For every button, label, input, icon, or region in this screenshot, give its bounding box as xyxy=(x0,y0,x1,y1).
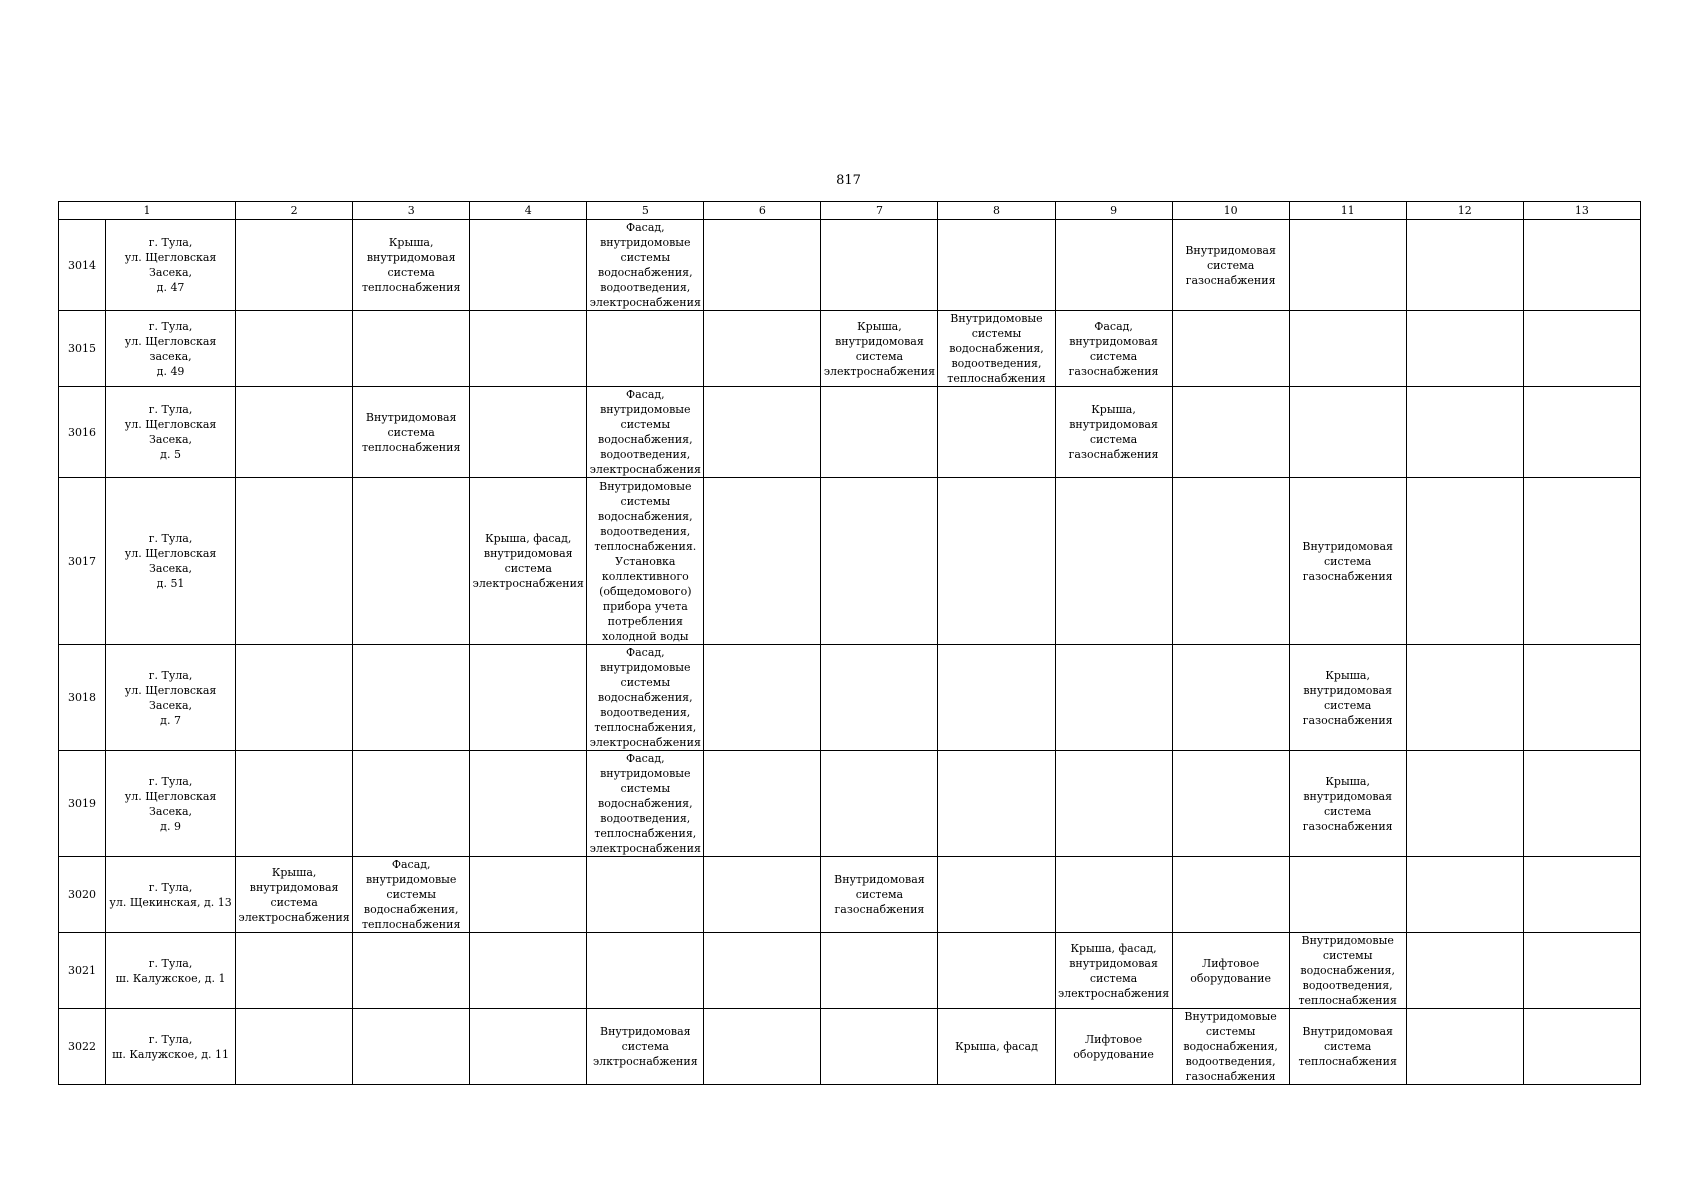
row-number: 3020 xyxy=(59,857,106,933)
work-cell-col-8 xyxy=(938,478,1055,645)
work-cell-col-3: Крыша, внутридомовая система теплоснабжения xyxy=(353,220,470,311)
column-header: 4 xyxy=(470,202,587,220)
work-cell-col-4 xyxy=(470,933,587,1009)
work-cell-col-9 xyxy=(1055,220,1172,311)
work-cell-col-3 xyxy=(353,311,470,387)
work-cell-col-10 xyxy=(1172,751,1289,857)
table-row xyxy=(59,387,1641,478)
table-row xyxy=(59,478,1641,645)
table-row xyxy=(59,1009,1641,1085)
column-header: 7 xyxy=(821,202,938,220)
column-header: 10 xyxy=(1172,202,1289,220)
work-cell-col-13 xyxy=(1523,387,1640,478)
work-cell-col-12 xyxy=(1406,645,1523,751)
work-cell-col-5 xyxy=(587,311,704,387)
work-cell-col-5: Внутридомовая система элктроснабжения xyxy=(587,1009,704,1085)
table-row xyxy=(59,645,1641,751)
page-number: 817 xyxy=(836,173,861,188)
capital-repair-table xyxy=(58,201,1641,1085)
header-row xyxy=(59,202,1641,220)
work-cell-col-13 xyxy=(1523,645,1640,751)
work-cell-col-2 xyxy=(236,1009,353,1085)
column-header: 6 xyxy=(704,202,821,220)
work-cell-col-13 xyxy=(1523,311,1640,387)
table-row xyxy=(59,933,1641,1009)
row-number: 3018 xyxy=(59,645,106,751)
work-cell-col-5: Фасад, внутридомовые системы водоснабжения, водоотведения, электроснабжения xyxy=(587,220,704,311)
work-cell-col-8 xyxy=(938,220,1055,311)
table-row xyxy=(59,857,1641,933)
row-number: 3016 xyxy=(59,387,106,478)
column-header: 3 xyxy=(353,202,470,220)
work-cell-col-11: Внутридомовые системы водоснабжения, водоотведения, теплоснабжения xyxy=(1289,933,1406,1009)
work-cell-col-8 xyxy=(938,387,1055,478)
row-number: 3014 xyxy=(59,220,106,311)
work-cell-col-7 xyxy=(821,751,938,857)
work-cell-col-3 xyxy=(353,645,470,751)
work-cell-col-6 xyxy=(704,751,821,857)
work-cell-col-8 xyxy=(938,751,1055,857)
column-header: 12 xyxy=(1406,202,1523,220)
work-cell-col-13 xyxy=(1523,478,1640,645)
address-cell: г. Тула, ул. Щекинская, д. 13 xyxy=(106,857,236,933)
column-header: 5 xyxy=(587,202,704,220)
row-number: 3019 xyxy=(59,751,106,857)
work-cell-col-9 xyxy=(1055,857,1172,933)
work-cell-col-12 xyxy=(1406,1009,1523,1085)
work-cell-col-2 xyxy=(236,645,353,751)
work-cell-col-9: Крыша, внутридомовая система газоснабжения xyxy=(1055,387,1172,478)
work-cell-col-7 xyxy=(821,387,938,478)
column-header: 1 xyxy=(59,202,236,220)
work-cell-col-7: Крыша, внутридомовая система электроснабжения xyxy=(821,311,938,387)
work-cell-col-10 xyxy=(1172,645,1289,751)
work-cell-col-6 xyxy=(704,857,821,933)
work-cell-col-13 xyxy=(1523,1009,1640,1085)
work-cell-col-10 xyxy=(1172,311,1289,387)
work-cell-col-6 xyxy=(704,478,821,645)
work-cell-col-7 xyxy=(821,645,938,751)
column-header: 11 xyxy=(1289,202,1406,220)
work-cell-col-2 xyxy=(236,311,353,387)
work-cell-col-4 xyxy=(470,751,587,857)
address-cell: г. Тула, ул. Щегловская Засека, д. 9 xyxy=(106,751,236,857)
column-header: 2 xyxy=(236,202,353,220)
address-cell: г. Тула, ул. Щегловская Засека, д. 47 xyxy=(106,220,236,311)
work-cell-col-7 xyxy=(821,1009,938,1085)
work-cell-col-4 xyxy=(470,1009,587,1085)
work-cell-col-8 xyxy=(938,933,1055,1009)
work-cell-col-12 xyxy=(1406,478,1523,645)
work-cell-col-3 xyxy=(353,933,470,1009)
work-cell-col-5: Фасад, внутридомовые системы водоснабжения, водоотведения, теплоснабжения, электроснабжения xyxy=(587,645,704,751)
work-cell-col-12 xyxy=(1406,220,1523,311)
work-cell-col-2 xyxy=(236,220,353,311)
work-cell-col-4 xyxy=(470,387,587,478)
work-cell-col-3 xyxy=(353,751,470,857)
work-cell-col-9 xyxy=(1055,645,1172,751)
work-cell-col-13 xyxy=(1523,751,1640,857)
address-cell: г. Тула, ул. Щегловская засека, д. 49 xyxy=(106,311,236,387)
work-cell-col-2: Крыша, внутридомовая система электроснабжения xyxy=(236,857,353,933)
work-cell-col-11: Внутридомовая система теплоснабжения xyxy=(1289,1009,1406,1085)
work-cell-col-2 xyxy=(236,751,353,857)
work-cell-col-11 xyxy=(1289,387,1406,478)
row-number: 3017 xyxy=(59,478,106,645)
work-cell-col-4 xyxy=(470,857,587,933)
table-row xyxy=(59,751,1641,857)
work-cell-col-7 xyxy=(821,478,938,645)
work-cell-col-9: Крыша, фасад, внутридомовая система электроснабжения xyxy=(1055,933,1172,1009)
work-cell-col-4 xyxy=(470,311,587,387)
work-cell-col-11: Внутридомовая система газоснабжения xyxy=(1289,478,1406,645)
column-header: 9 xyxy=(1055,202,1172,220)
table-row xyxy=(59,311,1641,387)
work-cell-col-11: Крыша, внутридомовая система газоснабжения xyxy=(1289,645,1406,751)
work-cell-col-4 xyxy=(470,645,587,751)
work-cell-col-10: Внутридомовые системы водоснабжения, водоотведения, газоснабжения xyxy=(1172,1009,1289,1085)
address-cell: г. Тула, ш. Калужское, д. 1 xyxy=(106,933,236,1009)
work-cell-col-10 xyxy=(1172,857,1289,933)
work-cell-col-8: Крыша, фасад xyxy=(938,1009,1055,1085)
work-cell-col-11 xyxy=(1289,857,1406,933)
address-cell: г. Тула, ш. Калужское, д. 11 xyxy=(106,1009,236,1085)
work-cell-col-13 xyxy=(1523,220,1640,311)
work-cell-col-6 xyxy=(704,1009,821,1085)
work-cell-col-7 xyxy=(821,933,938,1009)
work-cell-col-3 xyxy=(353,1009,470,1085)
work-cell-col-3 xyxy=(353,478,470,645)
row-number: 3021 xyxy=(59,933,106,1009)
work-cell-col-9 xyxy=(1055,478,1172,645)
work-cell-col-5 xyxy=(587,857,704,933)
work-cell-col-5: Внутридомовые системы водоснабжения, водоотведения, теплоснабжения. Установка коллективного (общедомового) прибора учета потребления холодной воды xyxy=(587,478,704,645)
column-header: 8 xyxy=(938,202,1055,220)
work-cell-col-13 xyxy=(1523,857,1640,933)
address-cell: г. Тула, ул. Щегловская Засека, д. 51 xyxy=(106,478,236,645)
work-cell-col-7: Внутридомовая система газоснабжения xyxy=(821,857,938,933)
work-cell-col-10 xyxy=(1172,478,1289,645)
work-cell-col-3: Фасад, внутридомовые системы водоснабжения, теплоснабжения xyxy=(353,857,470,933)
work-cell-col-11 xyxy=(1289,220,1406,311)
work-cell-col-8: Внутридомовые системы водоснабжения, водоотведения, теплоснабжения xyxy=(938,311,1055,387)
work-cell-col-9 xyxy=(1055,751,1172,857)
table-row xyxy=(59,220,1641,311)
row-number: 3022 xyxy=(59,1009,106,1085)
work-cell-col-5: Фасад, внутридомовые системы водоснабжения, водоотведения, теплоснабжения, электроснабжения xyxy=(587,751,704,857)
work-cell-col-6 xyxy=(704,387,821,478)
work-cell-col-3: Внутридомовая система теплоснабжения xyxy=(353,387,470,478)
work-cell-col-10 xyxy=(1172,387,1289,478)
work-cell-col-2 xyxy=(236,478,353,645)
work-cell-col-10: Лифтовое оборудование xyxy=(1172,933,1289,1009)
work-cell-col-13 xyxy=(1523,933,1640,1009)
work-cell-col-12 xyxy=(1406,751,1523,857)
work-cell-col-5: Фасад, внутридомовые системы водоснабжения, водоотведения, электроснабжения xyxy=(587,387,704,478)
work-cell-col-6 xyxy=(704,645,821,751)
work-cell-col-9: Фасад, внутридомовая система газоснабжения xyxy=(1055,311,1172,387)
work-cell-col-10: Внутридомовая система газоснабжения xyxy=(1172,220,1289,311)
work-cell-col-11 xyxy=(1289,311,1406,387)
work-cell-col-4: Крыша, фасад, внутридомовая система электроснабжения xyxy=(470,478,587,645)
work-cell-col-11: Крыша, внутридомовая система газоснабжения xyxy=(1289,751,1406,857)
work-cell-col-8 xyxy=(938,645,1055,751)
work-cell-col-6 xyxy=(704,220,821,311)
address-cell: г. Тула, ул. Щегловская Засека, д. 5 xyxy=(106,387,236,478)
work-cell-col-12 xyxy=(1406,311,1523,387)
work-cell-col-2 xyxy=(236,933,353,1009)
work-cell-col-12 xyxy=(1406,387,1523,478)
work-cell-col-12 xyxy=(1406,933,1523,1009)
work-cell-col-2 xyxy=(236,387,353,478)
work-cell-col-7 xyxy=(821,220,938,311)
table-body xyxy=(59,202,1641,1085)
work-cell-col-8 xyxy=(938,857,1055,933)
work-cell-col-9: Лифтовое оборудование xyxy=(1055,1009,1172,1085)
work-cell-col-6 xyxy=(704,933,821,1009)
row-number: 3015 xyxy=(59,311,106,387)
work-cell-col-12 xyxy=(1406,857,1523,933)
address-cell: г. Тула, ул. Щегловская Засека, д. 7 xyxy=(106,645,236,751)
column-header: 13 xyxy=(1523,202,1640,220)
work-cell-col-6 xyxy=(704,311,821,387)
work-cell-col-4 xyxy=(470,220,587,311)
work-cell-col-5 xyxy=(587,933,704,1009)
